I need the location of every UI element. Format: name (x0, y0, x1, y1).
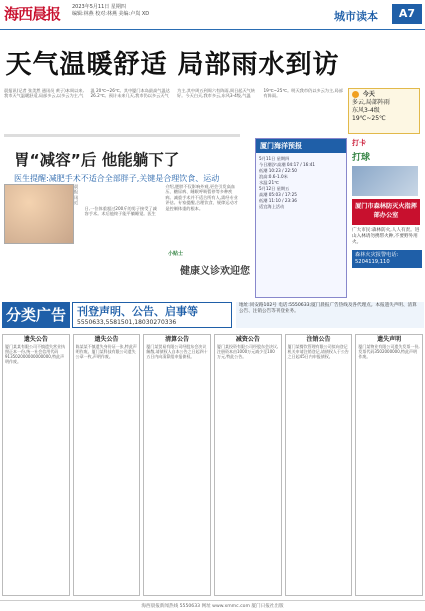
masthead (0, 0, 425, 30)
notice-body: 厦门某投资有限公司经股东会决议,注册资本由1000万元减少至100万元,特此公告。 (216, 344, 279, 359)
right-column (352, 138, 422, 298)
tide-line: 低潮 10:23 / 22:50 (259, 168, 297, 173)
ads-banner-title: 刊登声明、公告、启事等 (77, 305, 198, 318)
notice-item (2, 334, 70, 596)
punch-photo (352, 166, 418, 196)
notice-item (355, 334, 423, 596)
tide-line: 浪高:0.6-1.0米 (259, 174, 288, 179)
story-photo (4, 184, 74, 244)
lead-headline: 天气温暖舒适 局部雨水到访 (5, 50, 340, 80)
story2-headline: 胃“减容”后 他能躺下了 (14, 151, 180, 169)
punch-head: 打卡 (352, 139, 366, 147)
fire-announcement: 广大市民:森林防火,人人有责。进山入林请勿携带火种,不要野外用火。 (352, 228, 420, 246)
notice-title: 遗失声明 (377, 336, 402, 343)
notice-title: 清算公告 (165, 336, 190, 343)
notice-title: 减资公告 (235, 336, 260, 343)
tide-forecast-box (255, 138, 347, 298)
punch-label: 打球 (352, 153, 371, 163)
lead-story-body: 晨报讯(记者 张美然 通讯员 黄子)本周以来,我市天气温暖舒适,局部多云,以多云为主,气温 20℃~26℃。其中厦门本岛最高气温达26.2℃。预计未来几天,我市仍以多云天气为主,其中周五到周六有阵雨,周日起天气转好。今天白天,我市多云,东风3-4级,气温 19℃~25℃。明天我市仍以多云为主,局部有阵雨。 (4, 88, 343, 99)
notice-body: 厦门某贸易有限公司经股东会决议解散,请债权人自本公告之日起四十五日内向清算组申报债权。 (146, 344, 208, 359)
ads-banner-phones: 5550633,5581501,18030270336 (77, 319, 177, 326)
newspaper-logo: 海西晨报 (4, 5, 61, 23)
story2-body-text: 晨报讯 近日,一位体重超过200斤的男子接受了减容手术。术后他终于能平躺睡觉。医生介绍,肥胖不仅影响外观,更会引发高血压、糖尿病、睡眠呼吸暂停等多种疾病。减重手术并不适合所有人,需经专业评估。专家提醒,合理饮食、规律运动才是控制体重的根本。 (74, 184, 238, 217)
notice-body: 陈某某不慎遗失身份证一张,特此声明作废。厦门某科技有限公司遗失公章一枚,声明作废。 (75, 344, 137, 359)
notices-grid (2, 334, 423, 596)
hotline-label: 森林火灾报警电话: (355, 251, 399, 258)
tide-line: 5月11日 星期四 (259, 156, 290, 161)
tide-line: 今日潮汐:高潮 04:17 / 16:41 (259, 162, 316, 167)
hotline-number: 5204119,110 (355, 258, 390, 265)
notice-title: 遗失公告 (23, 336, 48, 343)
sun-icon (352, 91, 359, 98)
notice-title: 遗失公告 (94, 336, 119, 343)
tide-line: 低潮 11:10 / 23:36 (259, 198, 297, 203)
weather-today-label: 今天 (362, 91, 375, 98)
ads-info: 地址:同安路102号 电话:5550633;厦门晨报广告热线及各代理点。本报遗失声明、清算公告、注销公告等刊登业务。 (236, 302, 424, 328)
notice-item (143, 334, 211, 596)
classified-ads-label: 分类广告 (2, 302, 70, 328)
fire-prevention-block: 厦门市森林防灭火指挥部办公室 (352, 199, 420, 225)
tide-line: 高潮 05:03 / 17:25 (259, 192, 297, 197)
weather-box (348, 88, 420, 134)
tide-lines (256, 153, 346, 213)
notice-item (285, 334, 353, 596)
tide-line: 水温:21℃ (259, 180, 279, 185)
page-footer: 海西晨报新闻热线 5550633 网址 www.xmmc.com 厦门日报社出版 (0, 600, 425, 611)
tide-title: 厦门海洋预报 (256, 139, 346, 153)
masthead-meta (72, 4, 149, 18)
notice-title: 注销公告 (306, 336, 331, 343)
tide-line: 5月12日 星期五 (259, 186, 290, 191)
masthead-editors: 编辑:林燕 校对:林燕 美编:卢岚 XD (72, 11, 150, 17)
notice-body: 厦门某餐饮管理有限公司拟向登记机关申请注销登记,请债权人于公告之日起45日内申报债权。 (287, 344, 349, 359)
hotline-bar (352, 250, 422, 268)
ads-banner (72, 302, 232, 328)
masthead-date: 2023年5月11日 星期四 (72, 4, 126, 10)
story2-subtitle: 医生提醒:减肥手术不适合全部胖子,关键是合理饮食、运动 (14, 174, 220, 183)
tide-line: 适宜海上活动 (259, 204, 285, 209)
tip-title: 健康义诊欢迎您 (180, 266, 250, 277)
notice-item (73, 334, 141, 596)
notice-item (214, 334, 282, 596)
weather-wind: 东风3-4级 (352, 107, 380, 114)
section-title: 城市读本 (334, 10, 378, 23)
page-number: A7 (392, 4, 422, 24)
notice-body: 厦门某某有限公司不慎遗失营业执照正本一份,统一社会信用代码913502000000000000,特此声明作废。 (5, 344, 65, 364)
notice-body: 厦门某物业有限公司遗失发票一份,发票代码3502000000,特此声明作废。 (358, 344, 420, 359)
weather-range: 19℃~25℃ (352, 115, 386, 122)
divider (4, 134, 240, 137)
weather-desc: 多云,局部阵雨 (352, 99, 390, 106)
tip-head: 小贴士 (168, 251, 184, 257)
